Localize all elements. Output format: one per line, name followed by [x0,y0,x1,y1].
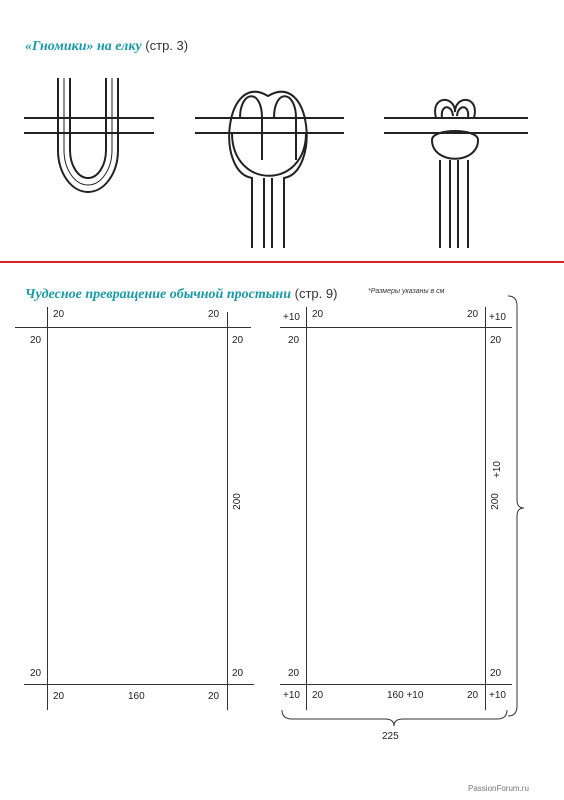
watermark: PassionForum.ru [468,784,529,793]
section-title: Чудесное превращение обычной простыни [25,287,291,302]
dim-corner-bottom-left: +10 [283,690,300,701]
dim-left-top: 20 [30,335,42,346]
grid-line-bottom [24,684,254,685]
dim-total-width: 225 [382,731,399,742]
dim-top-right: 20 [208,309,220,320]
section-divider [0,261,564,263]
dim-corner-top-right: +10 [489,312,506,323]
grid-line-right [485,307,486,710]
dim-left-bottom: 20 [30,668,42,679]
page-reference: (стр. 3) [145,38,189,53]
knot-step-2 [195,92,344,248]
knot-step-3 [384,100,528,248]
dim-left-top: 20 [288,335,300,346]
dim-bottom-left: 20 [53,691,65,702]
knot-step-1 [24,78,154,192]
dim-right-top: 20 [232,335,244,346]
dim-height: 200 [489,493,501,510]
dim-corner-top-left: +10 [283,312,300,323]
dim-left-bottom: 20 [288,668,300,679]
grid-line-left [47,307,48,710]
dim-top-left: 20 [53,309,65,320]
dim-right-bottom: 20 [490,668,502,679]
knot-illustrations [0,60,564,255]
dim-width: 160 +10 [387,690,424,701]
dim-width: 160 [128,691,145,702]
section-title: «Гномики» на елку [25,39,142,54]
grid-line-top [15,327,251,328]
dim-height: 200 [231,493,243,510]
dim-height-extra: +10 [491,461,503,478]
dim-corner-bottom-right: +10 [489,690,506,701]
grid-line-bottom [280,684,512,685]
grid-line-top [280,327,512,328]
dim-top-right: 20 [467,309,479,320]
section-heading-gnomes [25,38,188,55]
dim-bottom-right: 20 [208,691,220,702]
section-heading-sheet [25,286,337,303]
dim-bottom-left: 20 [312,690,324,701]
brace-right [508,296,524,716]
dim-bottom-right: 20 [467,690,479,701]
page-reference: (стр. 9) [294,286,338,301]
dim-top-left: 20 [312,309,324,320]
grid-line-right [227,312,228,710]
brace-bottom [282,710,507,726]
dim-right-top: 20 [490,335,502,346]
grid-line-left [306,307,307,710]
dim-right-bottom: 20 [232,668,244,679]
dimensions-note: *Размеры указаны в см [368,288,445,295]
